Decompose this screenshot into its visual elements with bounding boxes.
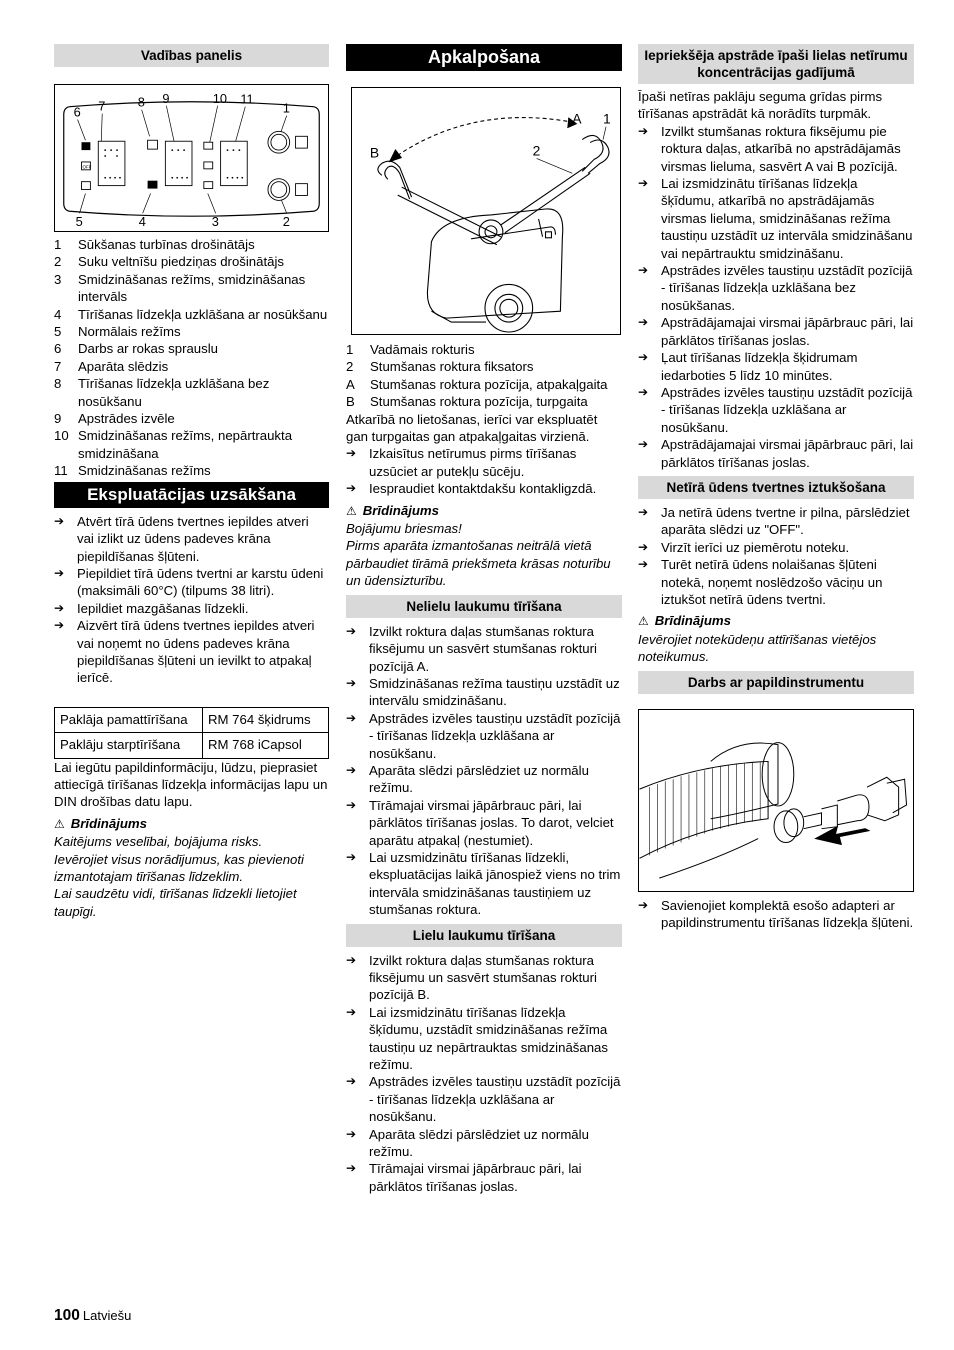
legend-item: 1 Vadāmais rokturis [346, 342, 475, 357]
table-cell: RM 764 šķidrums [203, 707, 329, 732]
control-panel-legend [54, 236, 329, 480]
page-footer [54, 1307, 131, 1325]
legend-item: B Stumšanas roktura pozīcija, turpgaita [346, 394, 588, 410]
callout-5: 5 [75, 214, 83, 230]
step-item: ➔ Lai izsmidzinātu tīrīšanas līdzekļa šķīdumu, atkarībā no apstrādājamās virsmas lieluma, smidzināšanas režīma taustiņu uzstādīt uz intervāla smidzināšanu vai nepārtrauktu smidzināšanu. [638, 175, 914, 262]
callout-10: 10 [212, 90, 227, 106]
step-item: ➔ Apstrādājamajai virsmai jāpārbrauc pāri, lai pārklātos tīrīšanas joslas. [638, 314, 914, 349]
step-item: ➔ Izkaisītus netīrumus pirms tīrīšanas uzsūciet ar putekļu sūcēju. [346, 445, 622, 480]
step-item: ➔ Aizvērt tīrā ūdens tvertnes iepildes atveri vai noņemt no ūdens padeves krāna piepildīšanas šļūteni un ievilkt to atpakaļ ierīcē. [54, 617, 329, 687]
step-item: ➔ Lai izsmidzinātu tīrīšanas līdzekļa šķīdumu, uzstādīt smidzināšanas režīma taustiņu uz nepārtrauktas smidzināšanas režīmu. [346, 1004, 622, 1074]
step-item: ➔ Tīrāmajai virsmai jāpārbrauc pāri, lai pārklātos tīrīšanas joslas. To darot, velciet aparātu atpakaļ (nestumiet). [346, 797, 622, 849]
table-row [55, 707, 329, 732]
accessory-heading: Darbs ar papildinstrumentu [638, 671, 914, 694]
pretreatment-steps [638, 123, 914, 471]
detergent-table [54, 707, 329, 759]
warning-line: Kaitējums veselībai, bojājuma risks. [54, 834, 263, 850]
step-item: ➔ Savienojiet komplektā esošo adapteri ar papildinstrumentu tīrīšanas līdzekļa šļūteni. [638, 897, 914, 932]
pretreatment-intro: Īpaši netīras paklāju seguma grīdas pirms tīrīšanas apstrādāt kā norādīts turpmāk. [638, 89, 883, 122]
callout-1: 1 [282, 100, 290, 116]
step-item: ➔ Ja netīrā ūdens tvertne ir pilna, pārslēdziet aparāta slēdzi uz "OFF". [638, 504, 914, 539]
callout-6: 6 [73, 104, 81, 120]
figure-label-a: A [572, 110, 582, 127]
drain-heading: Netīrā ūdens tvertnes iztukšošana [638, 476, 914, 499]
legend-item: 9 Apstrādes izvēle [54, 411, 175, 427]
warning-line: Lai saudzētu vidi, tīrīšanas līdzekli lietojiet taupīgi. [54, 886, 297, 919]
warning-triangle-icon: ⚠ [638, 614, 649, 629]
step-item: ➔ Virzīt ierīci uz piemērotu noteku. [638, 539, 914, 556]
column-1 [54, 44, 329, 920]
warning-heading: ⚠ Brīdinājums [346, 502, 439, 518]
step-item: ➔ Smidzināšanas režīma taustiņu uzstādīt uz intervālu smidzināšanu. [346, 675, 622, 710]
callout-11: 11 [240, 91, 254, 107]
warning-line: Ievērojiet visus norādījumus, kas pievienoti izmantotajam tīrīšanas līdzeklim. [54, 851, 304, 884]
drain-steps [638, 504, 914, 608]
machine-drawing [352, 88, 620, 334]
pretreatment-heading: Iepriekšēja apstrāde īpaši lielas netīrumu koncentrācijas gadījumā [638, 44, 914, 84]
operation-heading: Apkalpošana [346, 44, 622, 71]
control-panel-heading: Vadības panelis [54, 44, 329, 67]
step-item: ➔ Piepildiet tīrā ūdens tvertni ar karstu ūdeni (maksimāli 60°C) (tilpums 38 litri). [54, 565, 329, 600]
control-panel-drawing [55, 85, 328, 231]
control-panel-figure [54, 84, 329, 232]
legend-item: 6 Darbs ar rokas sprauslu [54, 341, 218, 357]
accessory-steps [638, 897, 914, 932]
legend-item: 5 Normālais režīms [54, 324, 181, 340]
legend-item: 8 Tīrīšanas līdzekļa uzklāšana bez nosūkšanu [54, 376, 270, 409]
small-area-steps [346, 623, 622, 919]
startup-heading: Ekspluatācijas uzsākšana [54, 482, 329, 508]
step-item: ➔ Turēt netīrā ūdens nolaišanas šļūteni notekā, noņemt noslēdzošo vāciņu un iztukšot netīrā ūdens tvertni. [638, 556, 914, 608]
step-item: ➔ Izvilkt stumšanas roktura fiksējumu pie roktura daļas, atkarībā no apstrādājamās virsmas lieluma, sasvērt A vai B pozīcijā. [638, 123, 914, 175]
legend-item: 7 Aparāta slēdzis [54, 358, 169, 374]
legend-item: 4 Tīrīšanas līdzekļa uzklāšana ar nosūkšanu [54, 306, 328, 322]
push-handle-figure [351, 87, 621, 335]
off-label: OFF [82, 164, 92, 170]
legend-item: 3 Smidzināšanas režīms, smidzināšanas intervāls [54, 271, 306, 305]
step-item: ➔ Iespraudiet kontaktdakšu kontakligzdā. [346, 480, 622, 497]
page-number: 100 [54, 1307, 80, 1324]
step-item: ➔ Ļaut tīrīšanas līdzekļa šķidrumam iedarboties 5 līdz 10 minūtes. [638, 349, 914, 384]
callout-9: 9 [162, 90, 170, 106]
step-item: ➔ Apstrādes izvēles taustiņu uzstādīt pozīcijā - tīrīšanas līdzekļa uzklāšana ar nosūkšanu. [346, 1073, 622, 1125]
warning-heading: ⚠ Brīdinājums [54, 815, 147, 831]
small-area-heading: Nelielu laukumu tīrīšana [346, 595, 622, 618]
step-item: ➔ Lai uzsmidzinātu tīrīšanas līdzekli, ekspluatācijas laikā jānospiež viens no trim intervāla smidzināšanas taustiņiem uz stumšanas roktura. [346, 849, 622, 919]
step-item: ➔ Apstrādes izvēles taustiņu uzstādīt pozīcijā - tīrīšanas līdzekļa uzklāšana bez nosūkšanas. [638, 262, 914, 314]
footer-language: Latviešu [82, 1308, 132, 1323]
step-item: ➔ Tīrāmajai virsmai jāpārbrauc pāri, lai pārklātos tīrīšanas joslas. [346, 1160, 622, 1195]
operation-steps [346, 445, 622, 497]
legend-item: 10 Smidzināšanas režīms, nepārtraukta smidzināšana [54, 428, 293, 461]
startup-steps [54, 513, 329, 687]
column-3 [638, 44, 914, 931]
figure-label-1: 1 [603, 110, 611, 127]
warning-triangle-icon: ⚠ [346, 503, 357, 518]
legend-item: 11 Smidzināšanas režīms [54, 463, 211, 479]
step-item: ➔ Izvilkt roktura daļas stumšanas roktura fiksējumu un sasvērt stumšanas rokturi pozīcijā B. [346, 952, 622, 1004]
step-item: ➔ Apstrādes izvēles taustiņu uzstādīt pozīcijā - tīrīšanas līdzekļa uzklāšana ar nosūkšanu. [346, 710, 622, 762]
column-2 [346, 44, 622, 1195]
operation-legend [346, 341, 622, 411]
legend-item: A Stumšanas roktura pozīcija, atpakaļgaita [346, 376, 608, 392]
warning-triangle-icon: ⚠ [54, 816, 65, 831]
callout-8: 8 [137, 94, 145, 110]
hose-adapter-drawing [639, 710, 913, 891]
warning-line: Pirms aparāta izmantošanas neitrālā vietā pārbaudiet tīrāmā priekšmeta krāsas noturību un ūdensizturību. [346, 538, 611, 589]
callout-4: 4 [138, 214, 146, 230]
adapter-figure [638, 709, 914, 892]
legend-item: 2 Stumšanas roktura fiksators [346, 359, 534, 375]
step-item: ➔ Aparāta slēdzi pārslēdziet uz normālu režīmu. [346, 1126, 622, 1161]
figure-label-2: 2 [532, 142, 541, 159]
table-cell: Paklāja pamattīrīšana [55, 707, 203, 732]
step-item: ➔ Izvilkt roktura daļas stumšanas roktura fiksējumu un sasvērt stumšanas rokturi pozīcijā A. [346, 623, 622, 675]
legend-item: 1 Sūkšanas turbīnas drošinātājs [54, 237, 255, 252]
legend-item: 2 Suku veltnīšu piedziņas drošinātājs [54, 254, 284, 270]
step-item: ➔ Aparāta slēdzi pārslēdziet uz normālu režīmu. [346, 762, 622, 797]
callout-2: 2 [282, 214, 290, 230]
step-item: ➔ Atvērt tīrā ūdens tvertnes iepildes atveri vai izlikt uz ūdens padeves krāna piepildīšanas šļūteni. [54, 513, 329, 565]
table-cell: Paklāju starptīrīšana [55, 733, 203, 758]
warning-heading: ⚠ Brīdinājums [638, 613, 731, 629]
figure-label-b: B [369, 144, 380, 161]
step-item: ➔ Iepildiet mazgāšanas līdzekli. [54, 600, 329, 617]
step-item: ➔ Apstrādājamajai virsmai jāpārbrauc pāri, lai pārklātos tīrīšanas joslas. [638, 436, 914, 471]
step-item: ➔ Apstrādes izvēles taustiņu uzstādīt pozīcijā - tīrīšanas līdzekļa uzklāšana ar nosūkšanu. [638, 384, 914, 436]
warning-line: Ievērojiet notekūdeņu attīrīšanas vietējos noteikumus. [638, 631, 877, 665]
table-cell: RM 768 iCapsol [203, 733, 329, 758]
callout-3: 3 [211, 214, 219, 230]
callout-7: 7 [98, 98, 106, 114]
large-area-heading: Lielu laukumu tīrīšana [346, 924, 622, 947]
table-row [55, 733, 329, 758]
warning-line: Bojājumu briesmas! [346, 521, 462, 537]
operation-intro: Atkarībā no lietošanas, ierīci var ekspluatēt gan turpgaitas gan atpakaļgaitas virzienā. [346, 411, 598, 445]
large-area-steps [346, 952, 622, 1196]
info-text: Lai iegūtu papildinformāciju, lūdzu, pieprasiet attiecīgā tīrīšanas līdzekļa informācijas lapu un DIN drošības datu lapu. [54, 759, 328, 810]
